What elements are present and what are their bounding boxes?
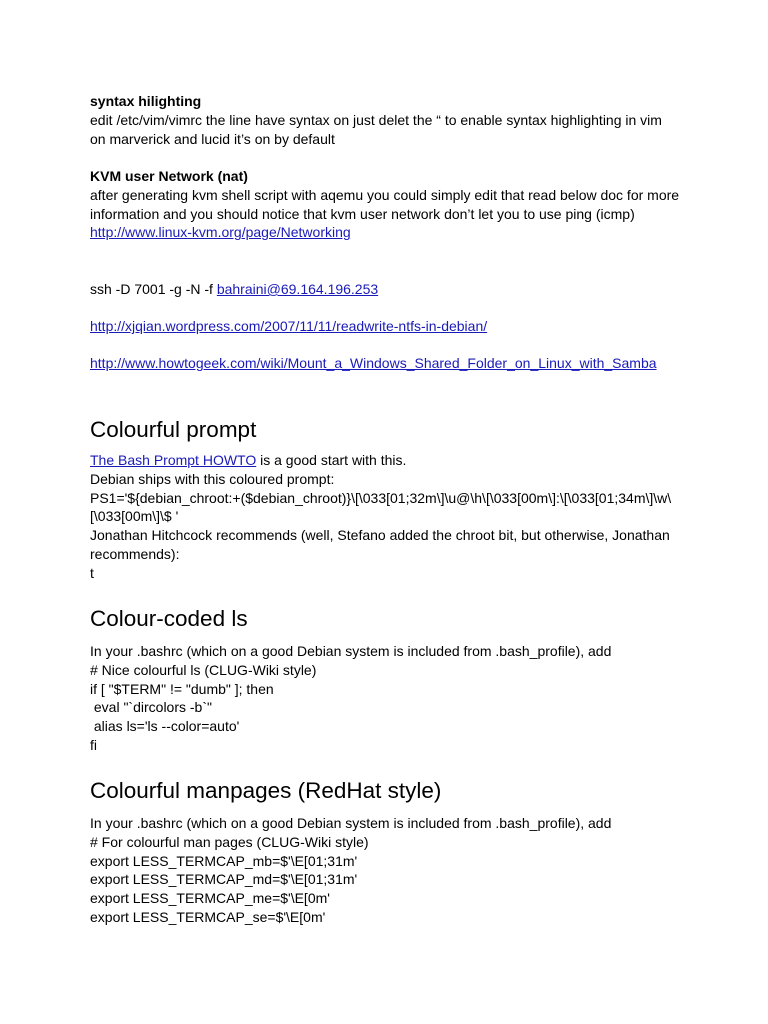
ntfs-link[interactable]: http://xjqian.wordpress.com/2007/11/11/readwrite-ntfs-in-debian/ <box>90 318 488 334</box>
ssh-prefix: ssh -D 7001 -g -N -f <box>90 281 217 297</box>
man-line-5: export LESS_TERMCAP_me=$'\E[0m' <box>90 890 330 907</box>
section-ls-body <box>90 642 730 755</box>
man-line-6: export LESS_TERMCAP_se=$'\E[0m' <box>90 908 326 925</box>
section-prompt-body <box>90 451 730 583</box>
section-man <box>90 777 730 805</box>
prompt-line-1-rest: is a good start with this. <box>256 452 407 468</box>
kvm-heading: KVM user Network (nat) <box>90 168 248 184</box>
prompt-line-4: [\033[00m\]\$ ' <box>90 508 179 525</box>
prompt-line-3: PS1='${debian_chroot:+($debian_chroot)}\[\033[01;32m\]\u@\h\[\033[00m\]:\[\033[01;34m\]\w\ <box>90 489 672 506</box>
kvm-line-2: information and you should notice that kvm user network don’t let you to use ping (icmp) <box>90 205 635 222</box>
man-line-2: # For colourful man pages (CLUG-Wiki style) <box>90 833 369 850</box>
samba-link-row <box>90 354 730 373</box>
ssh-host-link[interactable]: bahraini@69.164.196.253 <box>216 281 379 297</box>
ls-line-2: # Nice colourful ls (CLUG-Wiki style) <box>90 661 317 678</box>
ssh-command <box>90 280 730 299</box>
ls-line-6: fi <box>90 736 97 753</box>
bash-prompt-howto-link[interactable]: The Bash Prompt HOWTO <box>90 452 257 468</box>
section-prompt <box>90 416 730 444</box>
syntax-line-1: edit /etc/vim/vimrc the line have syntax on just delet the “ to enable syntax highlighting in vim <box>90 111 662 128</box>
ls-line-5: alias ls='ls --color=auto' <box>90 718 240 735</box>
syntax-line-2: on marverick and lucid it’s on by default <box>90 130 335 147</box>
section-ls <box>90 605 730 633</box>
kvm-networking-link[interactable]: http://www.linux-kvm.org/page/Networking <box>90 224 351 241</box>
section-man-body <box>90 814 730 927</box>
prompt-line-5: Jonathan Hitchcock recommends (well, Stefano added the chroot bit, but otherwise, Jonathan <box>90 527 670 544</box>
ls-line-3: if [ "$TERM" != "dumb" ]; then <box>90 680 274 697</box>
prompt-line-6: recommends): <box>90 545 180 562</box>
prompt-line-7: t <box>90 564 94 581</box>
man-line-3: export LESS_TERMCAP_mb=$'\E[01;31m' <box>90 852 358 869</box>
samba-link[interactable]: http://www.howtogeek.com/wiki/Mount_a_Windows_Shared_Folder_on_Linux_with_Samba <box>90 355 657 371</box>
ntfs-link-row <box>90 317 730 336</box>
ls-heading: Colour-coded ls <box>90 606 248 631</box>
section-kvm <box>90 167 730 242</box>
prompt-line-2: Debian ships with this coloured prompt: <box>90 470 335 487</box>
man-line-1: In your .bashrc (which on a good Debian system is included from .bash_profile), add <box>90 815 612 831</box>
ls-line-4: eval "`dircolors -b`" <box>90 699 212 716</box>
kvm-line-1: after generating kvm shell script with aqemu you could simply edit that read below doc for more <box>90 186 680 203</box>
section-syntax <box>90 92 730 148</box>
man-line-4: export LESS_TERMCAP_md=$'\E[01;31m' <box>90 871 358 888</box>
man-heading: Colourful manpages (RedHat style) <box>90 778 442 803</box>
prompt-heading: Colourful prompt <box>90 417 257 442</box>
syntax-heading: syntax hilighting <box>90 93 202 109</box>
ls-line-1: In your .bashrc (which on a good Debian system is included from .bash_profile), add <box>90 643 612 659</box>
